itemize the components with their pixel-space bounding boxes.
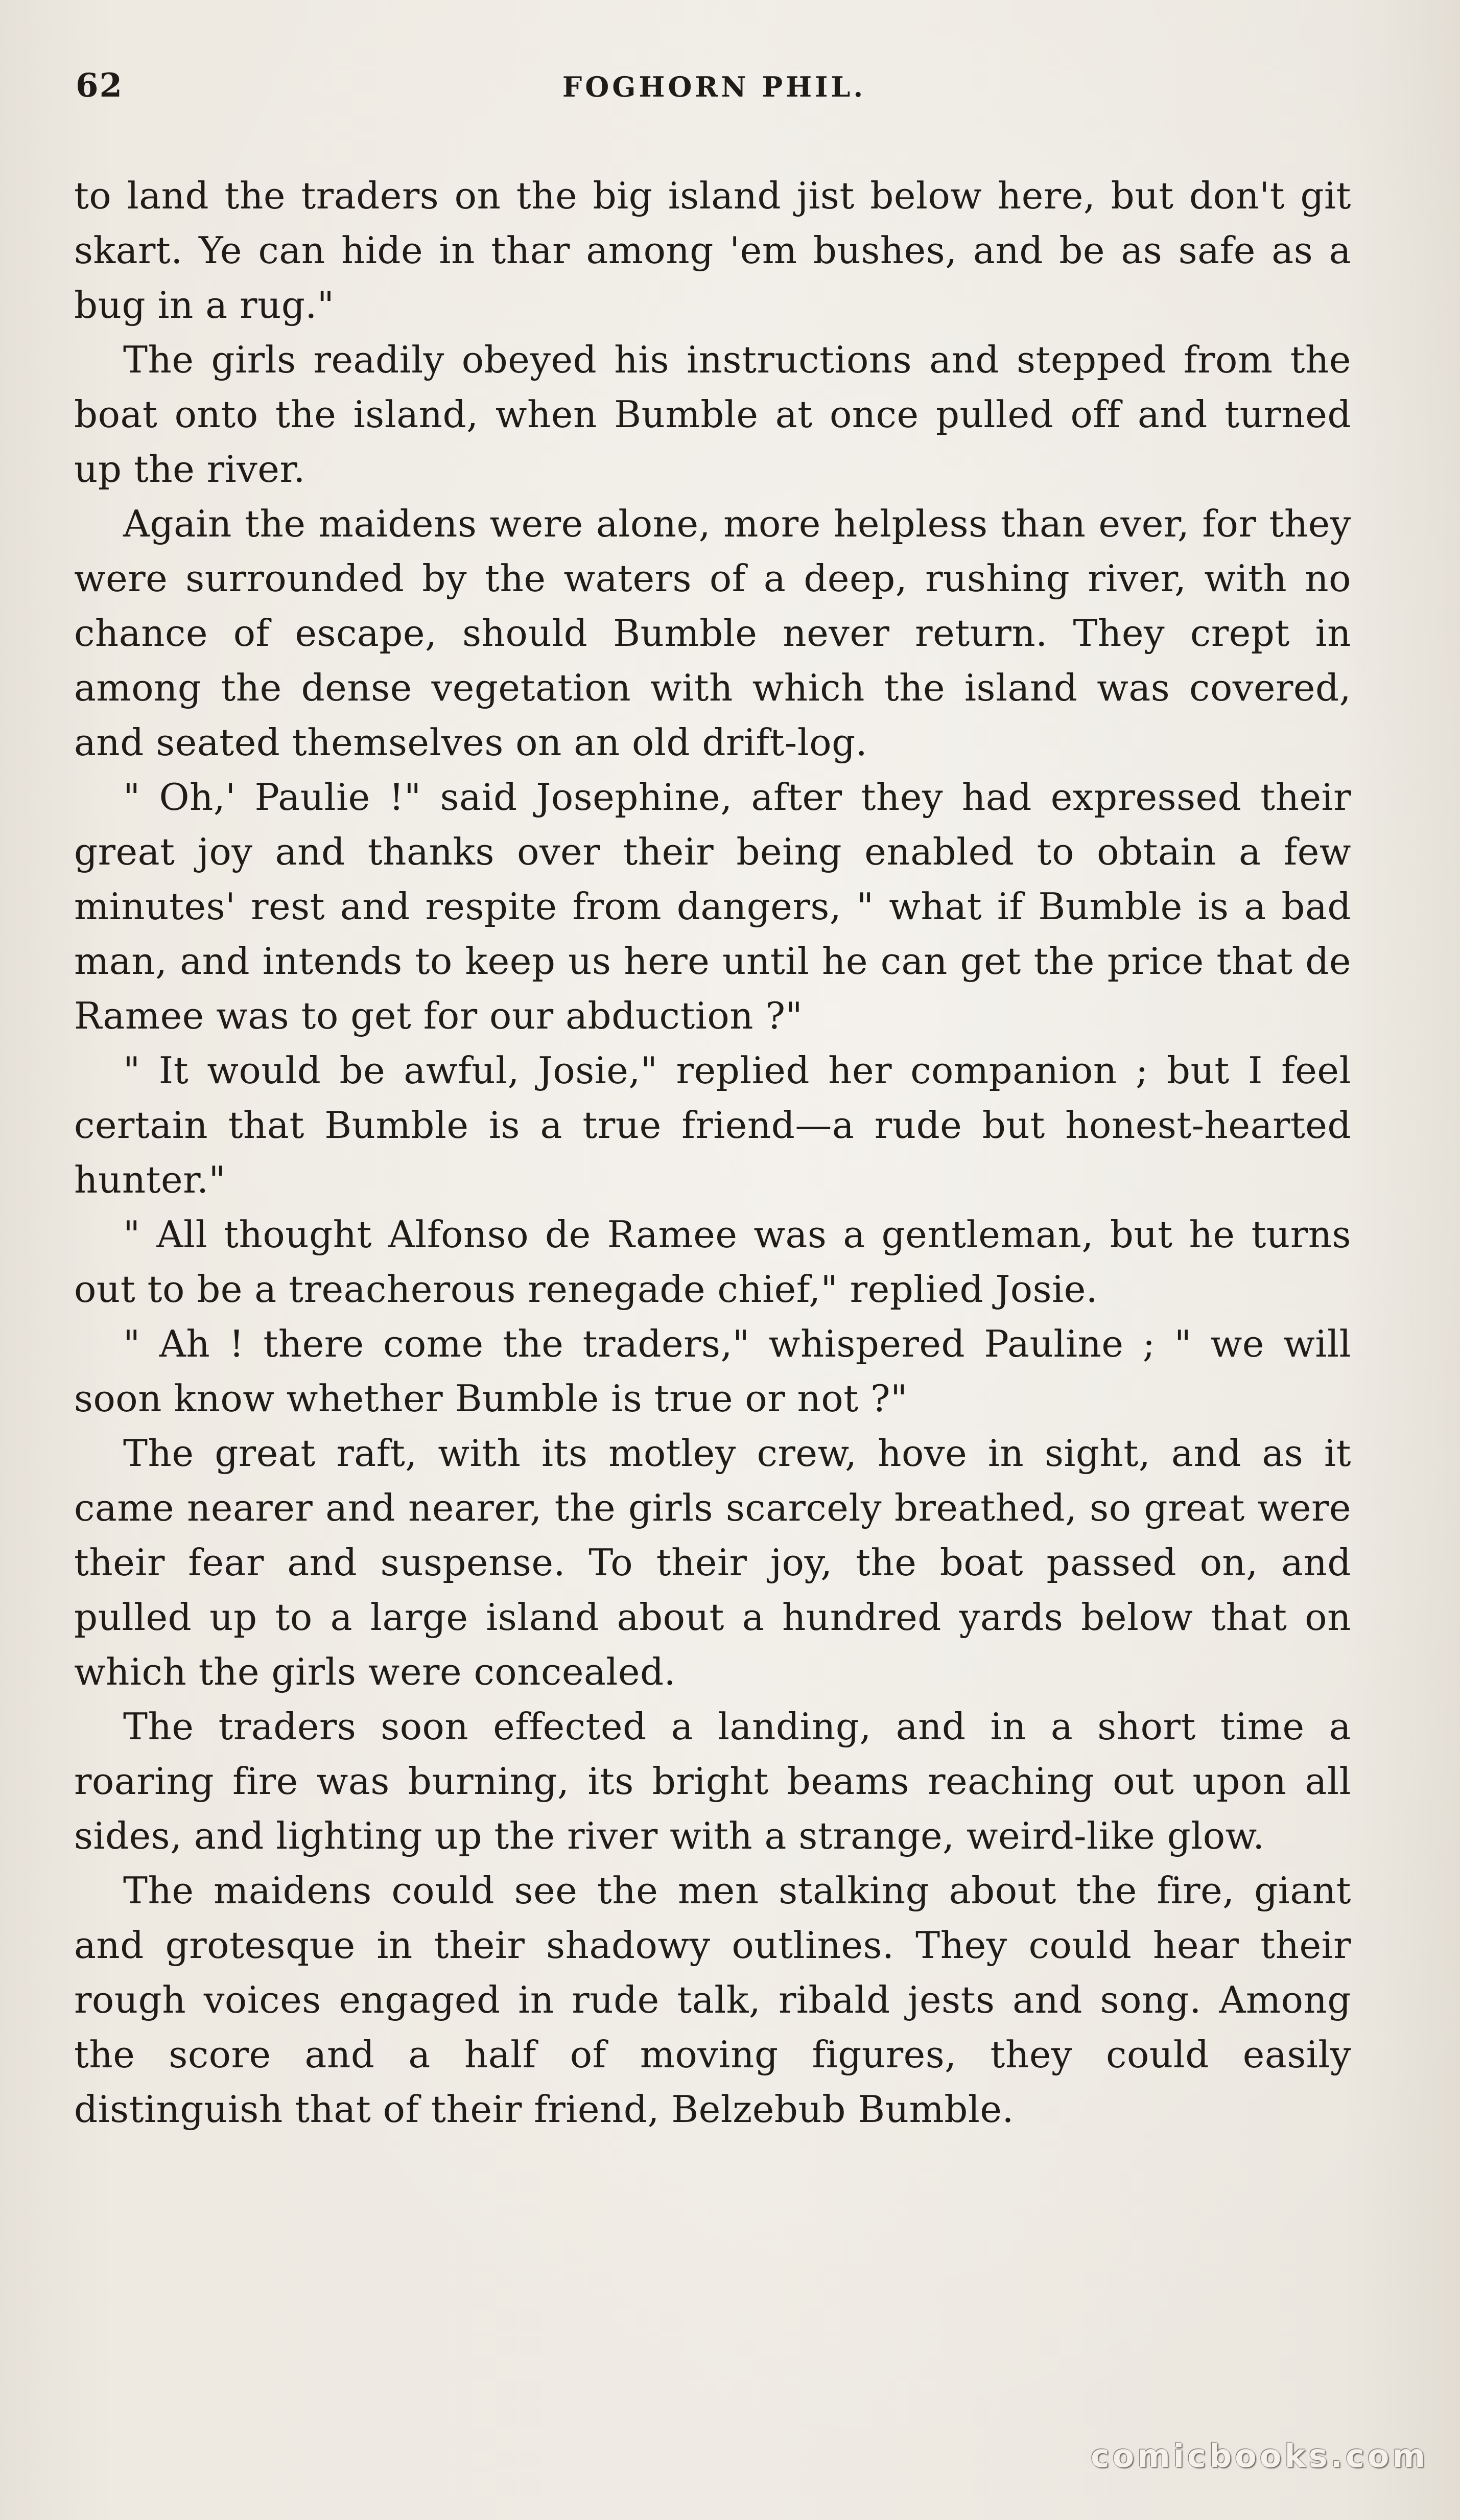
paragraph-10: The maidens could see the men stalking about the fire, giant and grotesque in their shadowy outlines. They could hear their rough voices engaged in rude talk, ribald jests and song. Among the score and a half of moving figures, they could easily distinguish that of their friend, Belzebub Bumble. xyxy=(74,1869,1351,2131)
paragraph-4: " Oh,' Paulie !" said Josephine, after they had expressed their great joy and thanks over their being enabled to obtain a few minutes' rest and respite from dangers, " what if Bumble is a bad man, and intends to keep us here until he can get the price that de Ramee was to get for our abduction ?" xyxy=(74,776,1351,1037)
watermark: comicbooks.com xyxy=(1090,2437,1428,2475)
paragraph-9: The traders soon effected a landing, and in a short time a roaring fire was burning, its bright beams reaching out upon all sides, and lighting up the river with a strange, weird-like glow. xyxy=(74,1705,1351,1857)
page-header xyxy=(76,66,1353,118)
paragraph-8: The great raft, with its motley crew, hove in sight, and as it came nearer and nearer, the girls scarcely breathed, so great were their fear and suspense. To their joy, the boat passed on, and pulled up to a large island about a hundred yards below that on which the girls were concealed. xyxy=(74,1432,1351,1693)
paragraph-2: The girls readily obeyed his instructions and stepped from the boat onto the island, when Bumble at once pulled off and turned up the river. xyxy=(74,338,1351,491)
paragraph-3: Again the maidens were alone, more helpless than ever, for they were surrounded by the waters of a deep, rushing river, with no chance of escape, should Bumble never return. They crept in among the dense vegetation with which the island was covered, and seated themselves on an old drift-log. xyxy=(74,502,1351,764)
paragraph-1: to land the traders on the big island jist below here, but don't git skart. Ye can hide in thar among 'em bushes, and be as safe as a bug in a rug." xyxy=(74,174,1351,326)
paragraph-5: " It would be awful, Josie," replied her companion ; but I feel certain that Bumble is a true friend—a rude but honest-hearted hunter." xyxy=(74,1049,1351,1201)
running-head: FOGHORN PHIL. xyxy=(562,71,866,103)
paragraph-6: " All thought Alfonso de Ramee was a gentleman, but he turns out to be a treacherous renegade chief," replied Josie. xyxy=(74,1213,1351,1311)
paragraph-7: " Ah ! there come the traders," whispered Pauline ; " we will soon know whether Bumble is true or not ?" xyxy=(74,1322,1351,1420)
page-number: 62 xyxy=(76,66,124,105)
body-text xyxy=(74,169,1351,2137)
